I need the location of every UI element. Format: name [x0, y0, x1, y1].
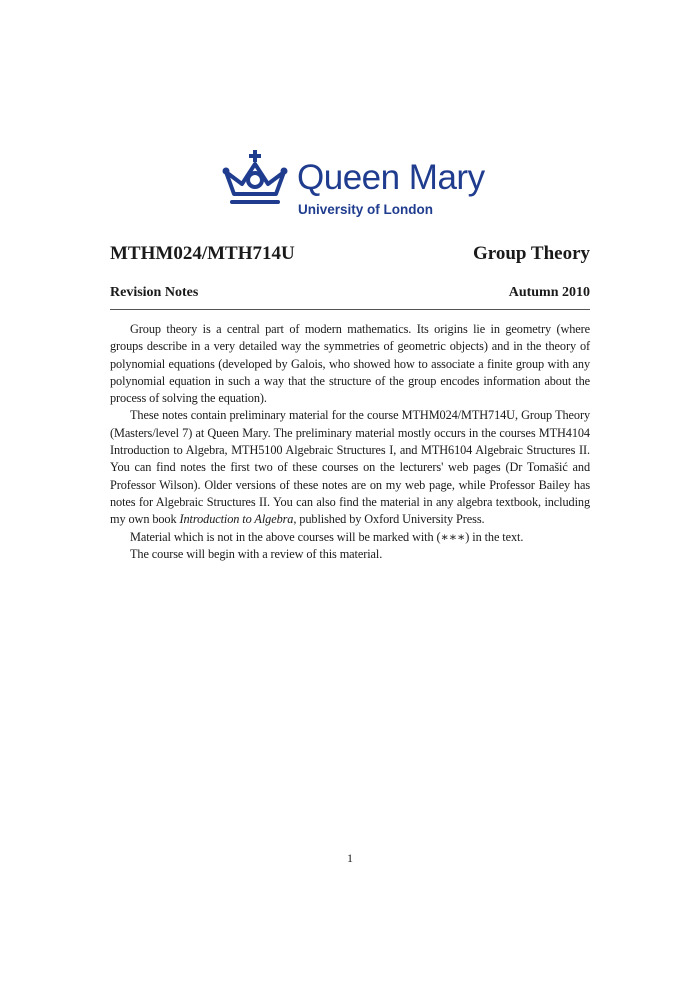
paragraph-3-text: Material which is not in the above courses will be marked with	[130, 529, 437, 544]
course-title: Group Theory	[472, 243, 590, 264]
paragraph-4: The course will begin with a review of this material.	[130, 546, 383, 561]
paragraph-3	[110, 529, 590, 546]
university-logo	[220, 150, 485, 222]
logo-name: Queen Mary	[297, 158, 485, 197]
paragraph-3-end: in the text.	[469, 529, 524, 544]
paragraph-2-text: These notes contain preliminary material for the course MTHM024/MTH714U, Group Theory (Masters/level 7) at Queen Mary. The preliminary material mostly occurs in the courses MTH4104 Introduction to Algebra, MTH5100 Algebraic Structures I, and MTH6104 Algebraic Structures II. You can find notes the first two of these courses on the lecturers' web pages (Dr Tomašić and Professor Wilson). Older versions of these notes are on my web page, while Professor Bailey has notes for Algebraic Structures II. You can also find the material in any algebra textbook, including my own book	[110, 408, 590, 527]
course-code: MTHM024/MTH714U	[110, 243, 295, 264]
subtitle-row	[110, 284, 590, 302]
paragraph-1: Group theory is a central part of modern mathematics. Its origins lie in geometry (where groups describe in a very detailed way the symmetries of geometric objects) and in the theory of polynomial equations (developed by Galois, who showed how to associate a finite group with any polynomial equation in such a way that the structure of the group encodes information about the process of solving the equation).	[110, 322, 590, 406]
paragraph-2-end: , published by Oxford University Press.	[293, 512, 485, 527]
term: Autumn 2010	[508, 285, 590, 300]
title-row	[110, 243, 590, 265]
document-type: Revision Notes	[110, 285, 199, 300]
asterisk-mark: (∗∗∗)	[436, 529, 470, 544]
page-number: 1	[347, 851, 353, 865]
paragraph-2	[110, 407, 590, 528]
header-rule	[110, 309, 590, 310]
book-title: Introduction to Algebra	[179, 512, 294, 527]
crown-logo-icon	[220, 150, 290, 206]
logo-subtitle: University of London	[298, 202, 433, 217]
body-text	[110, 321, 590, 563]
